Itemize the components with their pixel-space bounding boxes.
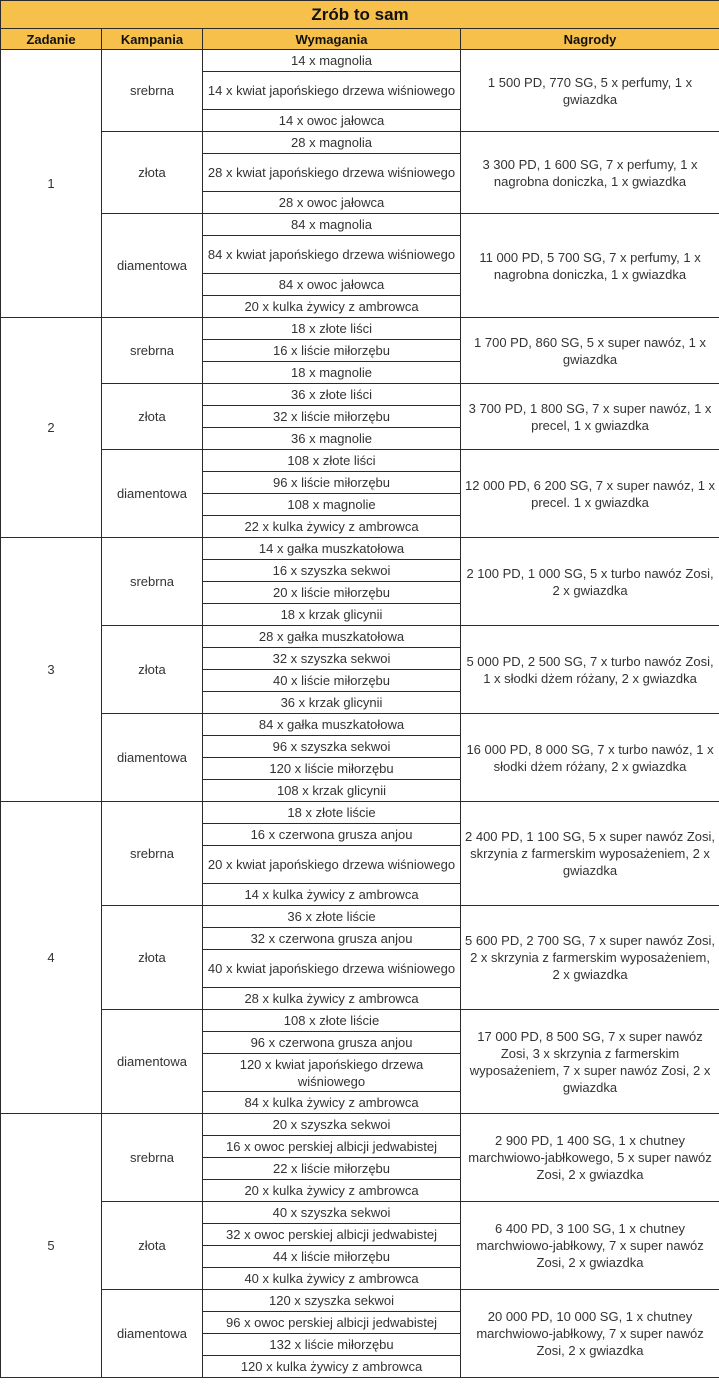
requirement-cell: 36 x krzak glicynii (203, 692, 461, 714)
requirement-cell: 108 x magnolie (203, 494, 461, 516)
table-row (1, 384, 719, 406)
requirement-cell: 40 x szyszka sekwoi (203, 1202, 461, 1224)
campaign-cell: złota (102, 384, 203, 450)
header-requirements: Wymagania (203, 29, 461, 50)
requirement-cell: 28 x gałka muszkatołowa (203, 626, 461, 648)
campaign-cell: srebrna (102, 538, 203, 626)
requirement-cell: 20 x kulka żywicy z ambrowca (203, 1180, 461, 1202)
requirement-cell: 84 x owoc jałowca (203, 274, 461, 296)
requirement-cell: 20 x kwiat japońskiego drzewa wiśniowego (203, 846, 461, 884)
table-row (1, 450, 719, 472)
requirement-cell: 32 x szyszka sekwoi (203, 648, 461, 670)
table-row (1, 318, 719, 340)
requirement-cell: 36 x złote liści (203, 384, 461, 406)
table-row (1, 906, 719, 928)
campaign-cell: złota (102, 1202, 203, 1290)
header-campaign: Kampania (102, 29, 203, 50)
requirement-cell: 20 x kulka żywicy z ambrowca (203, 296, 461, 318)
requirement-cell: 120 x kulka żywicy z ambrowca (203, 1356, 461, 1378)
reward-cell: 6 400 PD, 3 100 SG, 1 x chutney marchwiowo-jabłkowy, 7 x super nawóz Zosi, 2 x gwiazdka (461, 1202, 719, 1290)
requirement-cell: 40 x kwiat japońskiego drzewa wiśniowego (203, 950, 461, 988)
requirement-cell: 20 x liście miłorzębu (203, 582, 461, 604)
campaign-cell: złota (102, 906, 203, 1010)
campaign-cell: diamentowa (102, 1290, 203, 1378)
requirement-cell: 28 x kulka żywicy z ambrowca (203, 988, 461, 1010)
requirement-cell: 14 x gałka muszkatołowa (203, 538, 461, 560)
requirement-cell: 16 x szyszka sekwoi (203, 560, 461, 582)
campaign-cell: diamentowa (102, 714, 203, 802)
table-row (1, 1010, 719, 1032)
requirement-cell: 32 x owoc perskiej albicji jedwabistej (203, 1224, 461, 1246)
requirement-cell: 132 x liście miłorzębu (203, 1334, 461, 1356)
campaign-cell: diamentowa (102, 214, 203, 318)
requirement-cell: 14 x kulka żywicy z ambrowca (203, 884, 461, 906)
table-row (1, 1202, 719, 1224)
header-task: Zadanie (1, 29, 102, 50)
reward-cell: 20 000 PD, 10 000 SG, 1 x chutney marchwiowo-jabłkowy, 7 x super nawóz Zosi, 2 x gwiazdka (461, 1290, 719, 1378)
reward-cell: 2 400 PD, 1 100 SG, 5 x super nawóz Zosi, skrzynia z farmerskim wyposażeniem, 2 x gwiazdka (461, 802, 719, 906)
table-row (1, 714, 719, 736)
requirement-cell: 84 x gałka muszkatołowa (203, 714, 461, 736)
requirement-cell: 40 x liście miłorzębu (203, 670, 461, 692)
reward-cell: 2 900 PD, 1 400 SG, 1 x chutney marchwiowo-jabłkowego, 5 x super nawóz Zosi, 2 x gwiazdka (461, 1114, 719, 1202)
campaign-cell: złota (102, 626, 203, 714)
table-row (1, 802, 719, 824)
requirement-cell: 22 x kulka żywicy z ambrowca (203, 516, 461, 538)
task-number-cell: 2 (1, 318, 102, 538)
requirement-cell: 16 x liście miłorzębu (203, 340, 461, 362)
requirement-cell: 18 x krzak glicynii (203, 604, 461, 626)
reward-cell: 16 000 PD, 8 000 SG, 7 x turbo nawóz, 1 x słodki dżem różany, 2 x gwiazdka (461, 714, 719, 802)
requirement-cell: 108 x krzak glicynii (203, 780, 461, 802)
reward-cell: 5 600 PD, 2 700 SG, 7 x super nawóz Zosi, 2 x skrzynia z farmerskim wyposażeniem, 2 x gwiazdka (461, 906, 719, 1010)
table-title: Zrób to sam (1, 1, 719, 29)
campaign-cell: srebrna (102, 802, 203, 906)
campaign-cell: srebrna (102, 318, 203, 384)
reward-cell: 1 700 PD, 860 SG, 5 x super nawóz, 1 x gwiazdka (461, 318, 719, 384)
table-body (1, 50, 719, 1378)
table-row (1, 1290, 719, 1312)
requirement-cell: 120 x kwiat japońskiego drzewa wiśniowego (203, 1054, 461, 1092)
requirement-cell: 18 x złote liście (203, 802, 461, 824)
requirement-cell: 32 x liście miłorzębu (203, 406, 461, 428)
requirement-cell: 108 x złote liście (203, 1010, 461, 1032)
requirement-cell: 14 x magnolia (203, 50, 461, 72)
task-number-cell: 1 (1, 50, 102, 318)
reward-cell: 11 000 PD, 5 700 SG, 7 x perfumy, 1 x nagrobna doniczka, 1 x gwiazdka (461, 214, 719, 318)
table-row (1, 132, 719, 154)
reward-cell: 3 700 PD, 1 800 SG, 7 x super nawóz, 1 x precel, 1 x gwiazdka (461, 384, 719, 450)
requirement-cell: 108 x złote liści (203, 450, 461, 472)
requirement-cell: 28 x magnolia (203, 132, 461, 154)
table-row (1, 538, 719, 560)
requirement-cell: 120 x liście miłorzębu (203, 758, 461, 780)
requirement-cell: 96 x liście miłorzębu (203, 472, 461, 494)
task-number-cell: 3 (1, 538, 102, 802)
reward-cell: 12 000 PD, 6 200 SG, 7 x super nawóz, 1 x precel. 1 x gwiazdka (461, 450, 719, 538)
requirement-cell: 120 x szyszka sekwoi (203, 1290, 461, 1312)
requirement-cell: 36 x złote liście (203, 906, 461, 928)
campaign-cell: srebrna (102, 50, 203, 132)
table-row (1, 1114, 719, 1136)
requirement-cell: 16 x owoc perskiej albicji jedwabistej (203, 1136, 461, 1158)
requirement-cell: 36 x magnolie (203, 428, 461, 450)
requirement-cell: 14 x owoc jałowca (203, 110, 461, 132)
reward-cell: 1 500 PD, 770 SG, 5 x perfumy, 1 x gwiazdka (461, 50, 719, 132)
requirement-cell: 96 x czerwona grusza anjou (203, 1032, 461, 1054)
reward-cell: 2 100 PD, 1 000 SG, 5 x turbo nawóz Zosi, 2 x gwiazdka (461, 538, 719, 626)
reward-cell: 5 000 PD, 2 500 SG, 7 x turbo nawóz Zosi, 1 x słodki dżem różany, 2 x gwiazdka (461, 626, 719, 714)
table-row (1, 626, 719, 648)
campaign-cell: srebrna (102, 1114, 203, 1202)
table-row (1, 50, 719, 72)
header-rewards: Nagrody (461, 29, 719, 50)
table-row (1, 214, 719, 236)
campaign-cell: diamentowa (102, 1010, 203, 1114)
task-number-cell: 5 (1, 1114, 102, 1378)
requirement-cell: 32 x czerwona grusza anjou (203, 928, 461, 950)
requirement-cell: 16 x czerwona grusza anjou (203, 824, 461, 846)
campaign-cell: złota (102, 132, 203, 214)
requirement-cell: 18 x magnolie (203, 362, 461, 384)
reward-cell: 3 300 PD, 1 600 SG, 7 x perfumy, 1 x nagrobna doniczka, 1 x gwiazdka (461, 132, 719, 214)
requirement-cell: 84 x kwiat japońskiego drzewa wiśniowego (203, 236, 461, 274)
campaign-cell: diamentowa (102, 450, 203, 538)
task-number-cell: 4 (1, 802, 102, 1114)
requirement-cell: 28 x owoc jałowca (203, 192, 461, 214)
requirement-cell: 20 x szyszka sekwoi (203, 1114, 461, 1136)
requirement-cell: 22 x liście miłorzębu (203, 1158, 461, 1180)
requirement-cell: 28 x kwiat japońskiego drzewa wiśniowego (203, 154, 461, 192)
requirement-cell: 96 x owoc perskiej albicji jedwabistej (203, 1312, 461, 1334)
requirement-cell: 14 x kwiat japońskiego drzewa wiśniowego (203, 72, 461, 110)
requirement-cell: 44 x liście miłorzębu (203, 1246, 461, 1268)
requirement-cell: 18 x złote liści (203, 318, 461, 340)
requirement-cell: 96 x szyszka sekwoi (203, 736, 461, 758)
requirement-cell: 84 x magnolia (203, 214, 461, 236)
requirement-cell: 84 x kulka żywicy z ambrowca (203, 1092, 461, 1114)
reward-cell: 17 000 PD, 8 500 SG, 7 x super nawóz Zosi, 3 x skrzynia z farmerskim wyposażeniem, 7 x super nawóz Zosi, 2 x gwiazdka (461, 1010, 719, 1114)
requirement-cell: 40 x kulka żywicy z ambrowca (203, 1268, 461, 1290)
